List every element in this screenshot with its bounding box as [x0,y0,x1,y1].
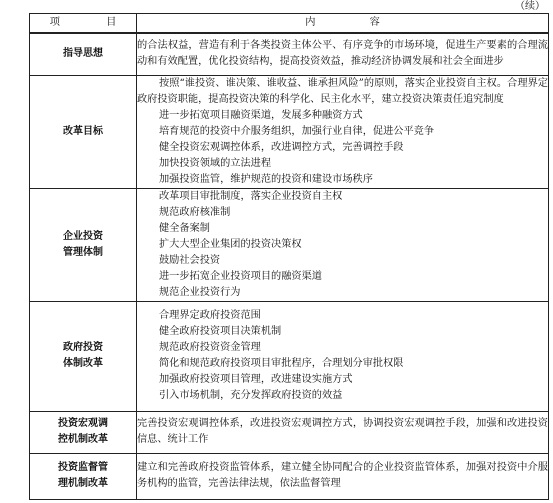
row-content [137,453,549,499]
header-category: 项 目 [30,14,137,34]
list-item: 扩大大型企业集团的投资决策权 [159,238,302,250]
list-item: 规范政府投资资金管理 [159,342,261,354]
list-item: 简化和规范政府投资项目审批程序，合理划分审批权限 [159,358,404,370]
content-paragraph: 建立和完善政府投资监管体系，建立健全协同配合的企业投资监管体系，加强对投资中介服务机构的监管，完善法律法规，依法监督管理 [137,462,548,490]
table-header-row [30,14,549,34]
row-content [137,33,549,75]
category-line: 政府投资 [63,342,103,354]
list-item: 规范政府核准制 [159,206,231,218]
list-item: 健全备案制 [159,222,210,234]
category-line: 投资宏观调 [58,418,108,430]
list-item: 培育规范的投资中介服务组织，加强行业自律，促进公平竞争 [159,125,435,137]
list-item: 合理界定政府投资范围 [159,310,261,322]
header-content: 内 容 [137,14,549,34]
row-content [137,188,549,301]
list-item: 规范企业投资行为 [159,286,241,298]
table-row [30,188,549,301]
content-paragraph: 完善投资宏观调控体系，改进投资宏观调控方式，协调投资宏观调控手段，加强和改进投资信息、统计工作 [137,418,548,446]
category-line: 体制改革 [63,358,103,370]
row-category [30,453,137,499]
list-item: 改革项目审批制度，落实企业投资自主权 [159,190,343,202]
row-category [30,301,137,411]
table-row [30,33,549,75]
table-row [30,411,549,453]
row-content [137,75,549,188]
list-item: 加快投资领域的立法进程 [159,157,272,169]
row-category [30,411,137,453]
table-row [30,301,549,411]
list-item: 引入市场机制，充分发挥政府投资的效益 [159,390,343,402]
reform-table [29,13,549,500]
list-item: 进一步拓宽企业投资项目的融资渠道 [159,270,322,282]
continued-label: （续） [515,1,545,12]
table-row [30,453,549,499]
category-line: 改革目标 [63,125,103,137]
list-item: 加强政府投资项目管理，改进建设实施方式 [159,374,353,386]
list-item: 健全投资宏观调控体系，改进调控方式，完善调控手段 [159,141,404,153]
category-line: 企业投资 [63,230,103,242]
row-category [30,188,137,301]
row-content [137,411,549,453]
list-item: 鼓励社会投资 [159,254,221,266]
content-lead: 按照“谁投资、谁决策、谁收益、谁承担风险”的原则，落实企业投资自主权。合理界定政府投资职能，提高投资决策的科学化、民主化水平，建立投资决策责任追究制度 [137,77,548,105]
list-item: 健全政府投资项目决策机制 [159,326,282,338]
list-item: 进一步拓宽项目融资渠道，发展多种融资方式 [159,109,363,121]
category-line: 投资监督管 [58,462,108,474]
content-paragraph: 的合法权益，营造有利于各类投资主体公平、有序竞争的市场环境，促进生产要素的合理流动和有效配置，优化投资结构，提高投资效益，推动经济协调发展和社会全面进步 [137,40,548,68]
row-content [137,301,549,411]
table-row [30,75,549,188]
category-line: 管理体制 [63,246,103,258]
list-item: 加强投资监管，维护规范的投资和建设市场秩序 [159,173,373,185]
category-line: 理机制改革 [58,478,108,490]
row-category [30,33,137,75]
category-line: 指导思想 [63,48,103,60]
row-category [30,75,137,188]
category-line: 控机制改革 [58,434,108,446]
